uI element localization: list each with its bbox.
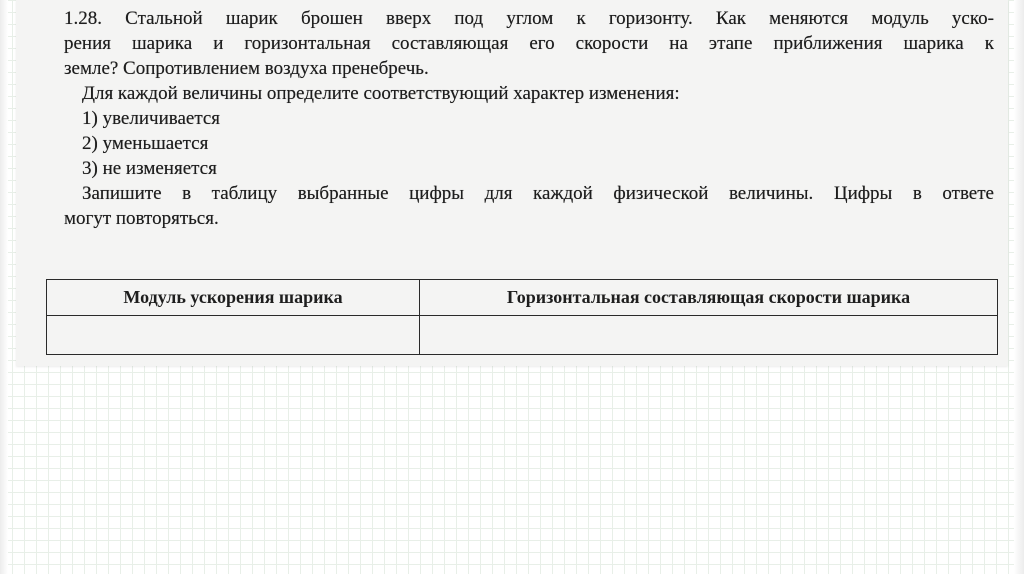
word: ответе — [942, 183, 994, 204]
header-acceleration-modulus: Модуль ускорения шарика — [47, 280, 420, 316]
slide-edge-left — [0, 0, 8, 574]
word: величины. — [728, 183, 814, 204]
problem-line-3: земле? Сопротивлением воздуха пренебречь. — [64, 58, 429, 79]
word: на — [669, 33, 688, 54]
word: шарика — [903, 33, 964, 54]
word: Запишите — [82, 183, 162, 204]
word: вверх — [385, 8, 432, 29]
word: к — [984, 33, 994, 54]
word: каждой — [533, 183, 593, 204]
word: углом — [506, 8, 554, 29]
note-line-1 — [64, 181, 994, 206]
word: в — [182, 183, 192, 204]
word: цифры — [409, 183, 465, 204]
word: скорости — [575, 33, 649, 54]
option-1: 1) увеличивается — [82, 108, 221, 129]
problem-line-1 — [64, 6, 994, 31]
word: уско- — [951, 8, 994, 29]
problem-line-2 — [64, 31, 994, 56]
slide-edge-right — [1014, 0, 1024, 574]
word: приближения — [773, 33, 883, 54]
word: под — [454, 8, 484, 29]
word: модуль — [871, 8, 929, 29]
word: горизонтальная — [244, 33, 371, 54]
note-line-2: могут повторяться. — [64, 208, 219, 229]
instruction: Для каждой величины определите соответствующий характер изменения: — [82, 83, 680, 104]
answer-table — [46, 279, 998, 355]
word: Стальной — [125, 8, 203, 29]
table-header-row — [47, 280, 998, 316]
word: Как — [715, 8, 747, 29]
word: брошен — [300, 8, 363, 29]
answer-cell-velocity[interactable] — [420, 316, 998, 355]
answer-cell-acceleration[interactable] — [47, 316, 420, 355]
option-3: 3) не изменяется — [82, 158, 217, 179]
word: меняются — [769, 8, 849, 29]
word: его — [529, 33, 555, 54]
word: Цифры — [833, 183, 893, 204]
option-2: 2) уменьшается — [82, 133, 209, 154]
word: выбранные — [297, 183, 389, 204]
word: рения — [64, 33, 112, 54]
word: физической — [613, 183, 709, 204]
table-answer-row — [47, 316, 998, 355]
word: таблицу — [211, 183, 278, 204]
word: для — [484, 183, 513, 204]
word: горизонту. — [608, 8, 693, 29]
problem-number: 1.28. — [64, 8, 102, 29]
word: к — [576, 8, 586, 29]
word: этапе — [708, 33, 753, 54]
word: и — [213, 33, 224, 54]
word: составляющая — [391, 33, 509, 54]
word: шарик — [225, 8, 278, 29]
problem-text — [64, 6, 994, 231]
word: в — [912, 183, 922, 204]
scanned-page — [16, 0, 1008, 366]
header-horizontal-velocity: Горизонтальная составляющая скорости шарика — [420, 280, 998, 316]
word: шарика — [132, 33, 193, 54]
